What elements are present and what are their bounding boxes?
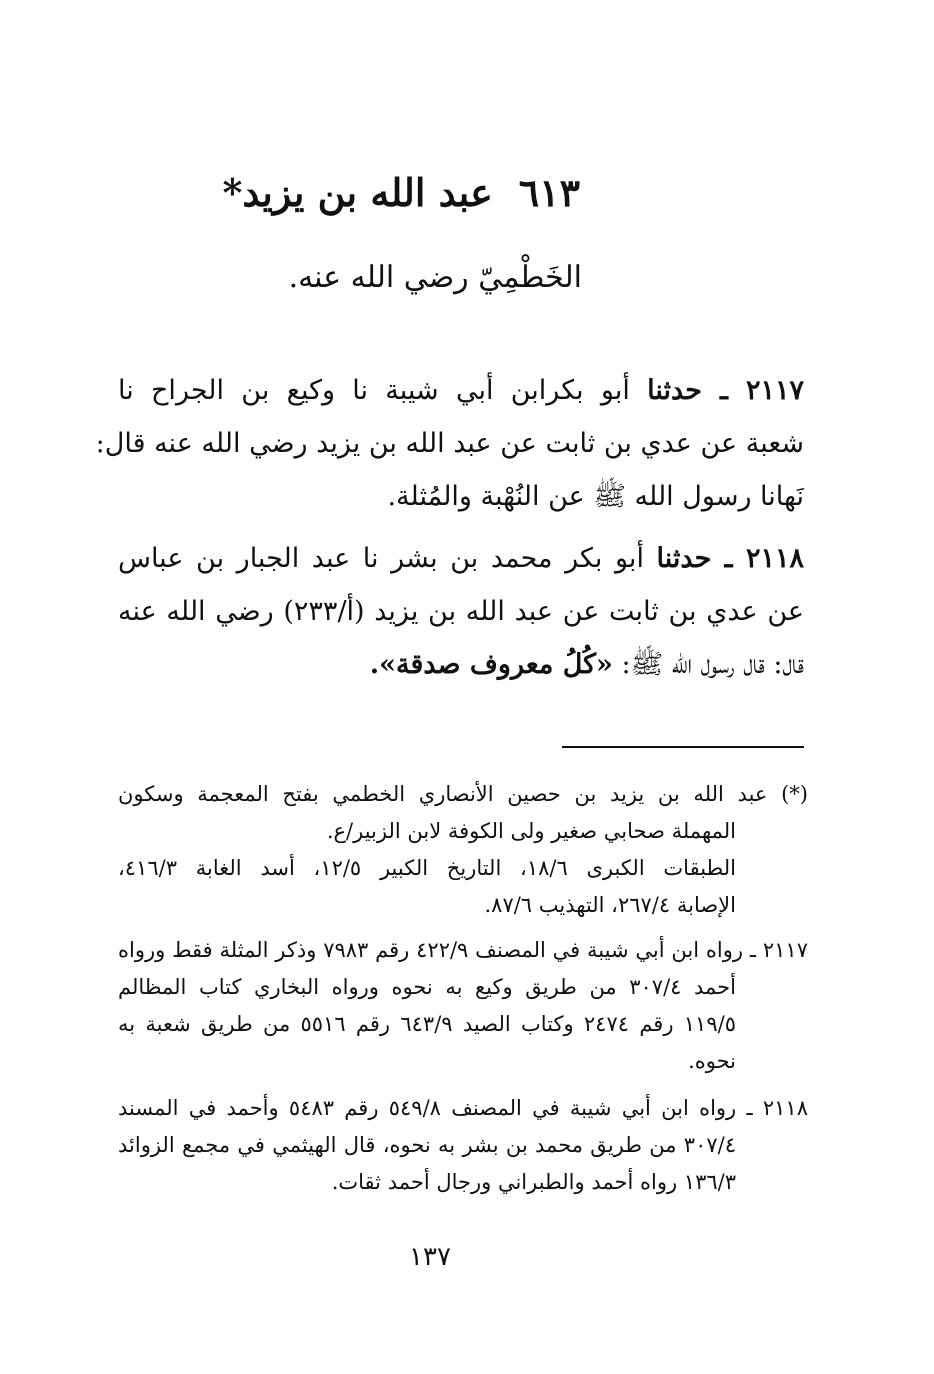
hadith-line xyxy=(118,532,804,585)
footnotes xyxy=(118,776,808,1209)
footnote-2117 xyxy=(118,932,808,1080)
page-number: ١٣٧ xyxy=(409,1242,451,1272)
footnote-line: ١١٩/٥ رقم ٢٤٧٤ وكتاب الصيد ٦٤٣/٩ رقم ٥٥١٦ من طريق شعبة به xyxy=(118,1012,736,1036)
chapter-title: عبد الله بن يزيد* xyxy=(222,170,493,215)
footnote-line: أحمد ٣٠٧/٤ من طريق وكيع به نحوه ورواه البخاري كتاب المظالم xyxy=(118,975,737,999)
footnote-line: ٣٠٧/٤ من طريق محمد بن بشر به نحوه، قال الهيثمي في مجمع الزوائد xyxy=(118,1133,736,1157)
hadith-number: ٢١١٧ ـ حدثنا xyxy=(647,375,804,406)
footnote-line: (*) عبد الله بن يزيد بن حصين الأنصاري الخطمي بفتح المعجمة وسكون xyxy=(118,782,808,806)
hadith-quote: «كُلُ معروف صدقة». xyxy=(369,649,613,680)
footnote-line: الإصابة ٢٦٧/٤، التهذيب ٨٧/٦. xyxy=(484,893,736,917)
footnote-line: ٢١١٨ ـ رواه ابن أبي شيبة في المصنف ٥٤٩/٨ رقم ٥٤٨٣ وأحمد في المسند xyxy=(118,1096,808,1120)
hadith-text: أبو بكر محمد بن بشر نا عبد الجبار بن عباس xyxy=(118,543,644,574)
hadith-line: شعبة عن عدي بن ثابت عن عبد الله بن يزيد رضي الله عنه قال: xyxy=(95,428,804,459)
hadith-line: عن عدي بن ثابت عن عبد الله بن يزيد (أ/٢٣٣) رضي الله عنه xyxy=(118,596,804,627)
hadith-text: قال: قال رسول الله ﷺ: xyxy=(621,649,804,680)
hadith-line xyxy=(118,364,804,417)
footnote-2118 xyxy=(118,1090,808,1201)
hadith-2118 xyxy=(118,532,804,691)
footnote-line: الطبقات الكبرى ١٨/٦، التاريخ الكبير ١٢/٥، أسد الغابة ٤١٦/٣، xyxy=(118,856,736,880)
hadith-number: ٢١١٨ ـ حدثنا xyxy=(656,543,804,574)
footnote-separator xyxy=(562,746,804,748)
chapter-heading xyxy=(120,168,580,218)
hadith-line xyxy=(118,638,804,691)
footnote-line: المهملة صحابي صغير ولى الكوفة لابن الزبير/ع. xyxy=(326,819,736,843)
chapter-subtitle: الخَطْمِيّ رضي الله عنه. xyxy=(288,260,582,295)
footnote-line: ١٣٦/٣ رواه أحمد والطبراني ورجال أحمد ثقات. xyxy=(331,1170,736,1194)
hadith-text: أبو بكرابن أبي شيبة نا وكيع بن الجراح نا xyxy=(118,375,630,406)
chapter-number: ٦١٣ xyxy=(518,170,580,215)
footnote-line: ٢١١٧ ـ رواه ابن أبي شيبة في المصنف ٤٢٢/٩ رقم ٧٩٨٣ وذكر المثلة فقط ورواه xyxy=(118,938,808,962)
hadith-line: نَهانا رسول الله ﷺ عن النُهْبة والمُثلة. xyxy=(387,481,804,512)
footnote-biography xyxy=(118,776,808,924)
footnote-line: نحوه. xyxy=(688,1049,736,1073)
hadith-2117 xyxy=(95,364,804,523)
